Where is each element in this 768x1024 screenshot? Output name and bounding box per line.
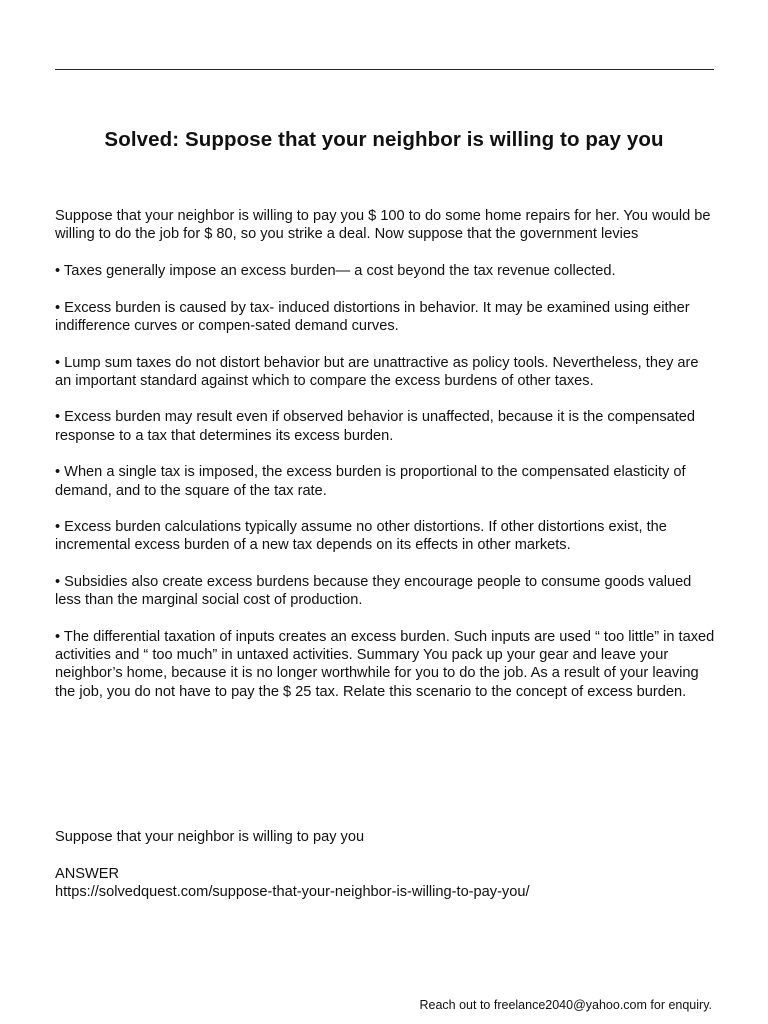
bullet-paragraph: • The differential taxation of inputs creates an excess burden. Such inputs are used “ too little” in taxed activities and “ too much” in untaxed activities. Summary You pack up your gear and leave your neighbor’s home, because it is no longer worthwhile for you to do the job. As a result of your leaving the job, you do not have to pay the $ 25 tax. Relate this scenario to the concept of excess burden. — [55, 629, 715, 700]
bullet-paragraph: • Taxes generally impose an excess burden— a cost beyond the tax revenue collected. — [55, 262, 616, 279]
contact-note: Reach out to freelance2040@yahoo.com for enquiry. — [419, 998, 712, 1012]
bullet-paragraph: • Lump sum taxes do not distort behavior but are unattractive as policy tools. Nevertheless, they are an important standard against which to compare the excess burdens of other taxes. — [55, 354, 699, 389]
intro-paragraph: Suppose that your neighbor is willing to pay you $ 100 to do some home repairs for her. You would be willing to do the job for $ 80, so you strike a deal. Now suppose that the government levies — [55, 208, 711, 243]
answer-link[interactable]: https://solvedquest.com/suppose-that-your-neighbor-is-willing-to-pay-you/ — [55, 883, 530, 900]
bullet-paragraph: • Excess burden is caused by tax- induced distortions in behavior. It may be examined using either indifference curves or compen-sated demand curves. — [55, 299, 690, 334]
page-title: Solved: Suppose that your neighbor is willing to pay you — [104, 128, 664, 151]
bullet-paragraph: • Excess burden calculations typically assume no other distortions. If other distortions exist, the incremental excess burden of a new tax depends on its effects in other markets. — [55, 519, 667, 554]
bullet-paragraph: • Subsidies also create excess burdens because they encourage people to consume goods valued less than the marginal social cost of production. — [55, 574, 692, 609]
bullet-paragraph: • Excess burden may result even if observed behavior is unaffected, because it is the compensated response to a tax that determines its excess burden. — [55, 409, 696, 444]
bullet-paragraph: • When a single tax is imposed, the excess burden is proportional to the compensated elasticity of demand, and to the square of the tax rate. — [55, 464, 686, 499]
top-divider — [55, 69, 714, 70]
answer-label: ANSWER — [55, 865, 120, 882]
answer-section — [55, 828, 715, 901]
question-text: Suppose that your neighbor is willing to pay you — [55, 829, 365, 845]
document-body — [55, 207, 715, 719]
